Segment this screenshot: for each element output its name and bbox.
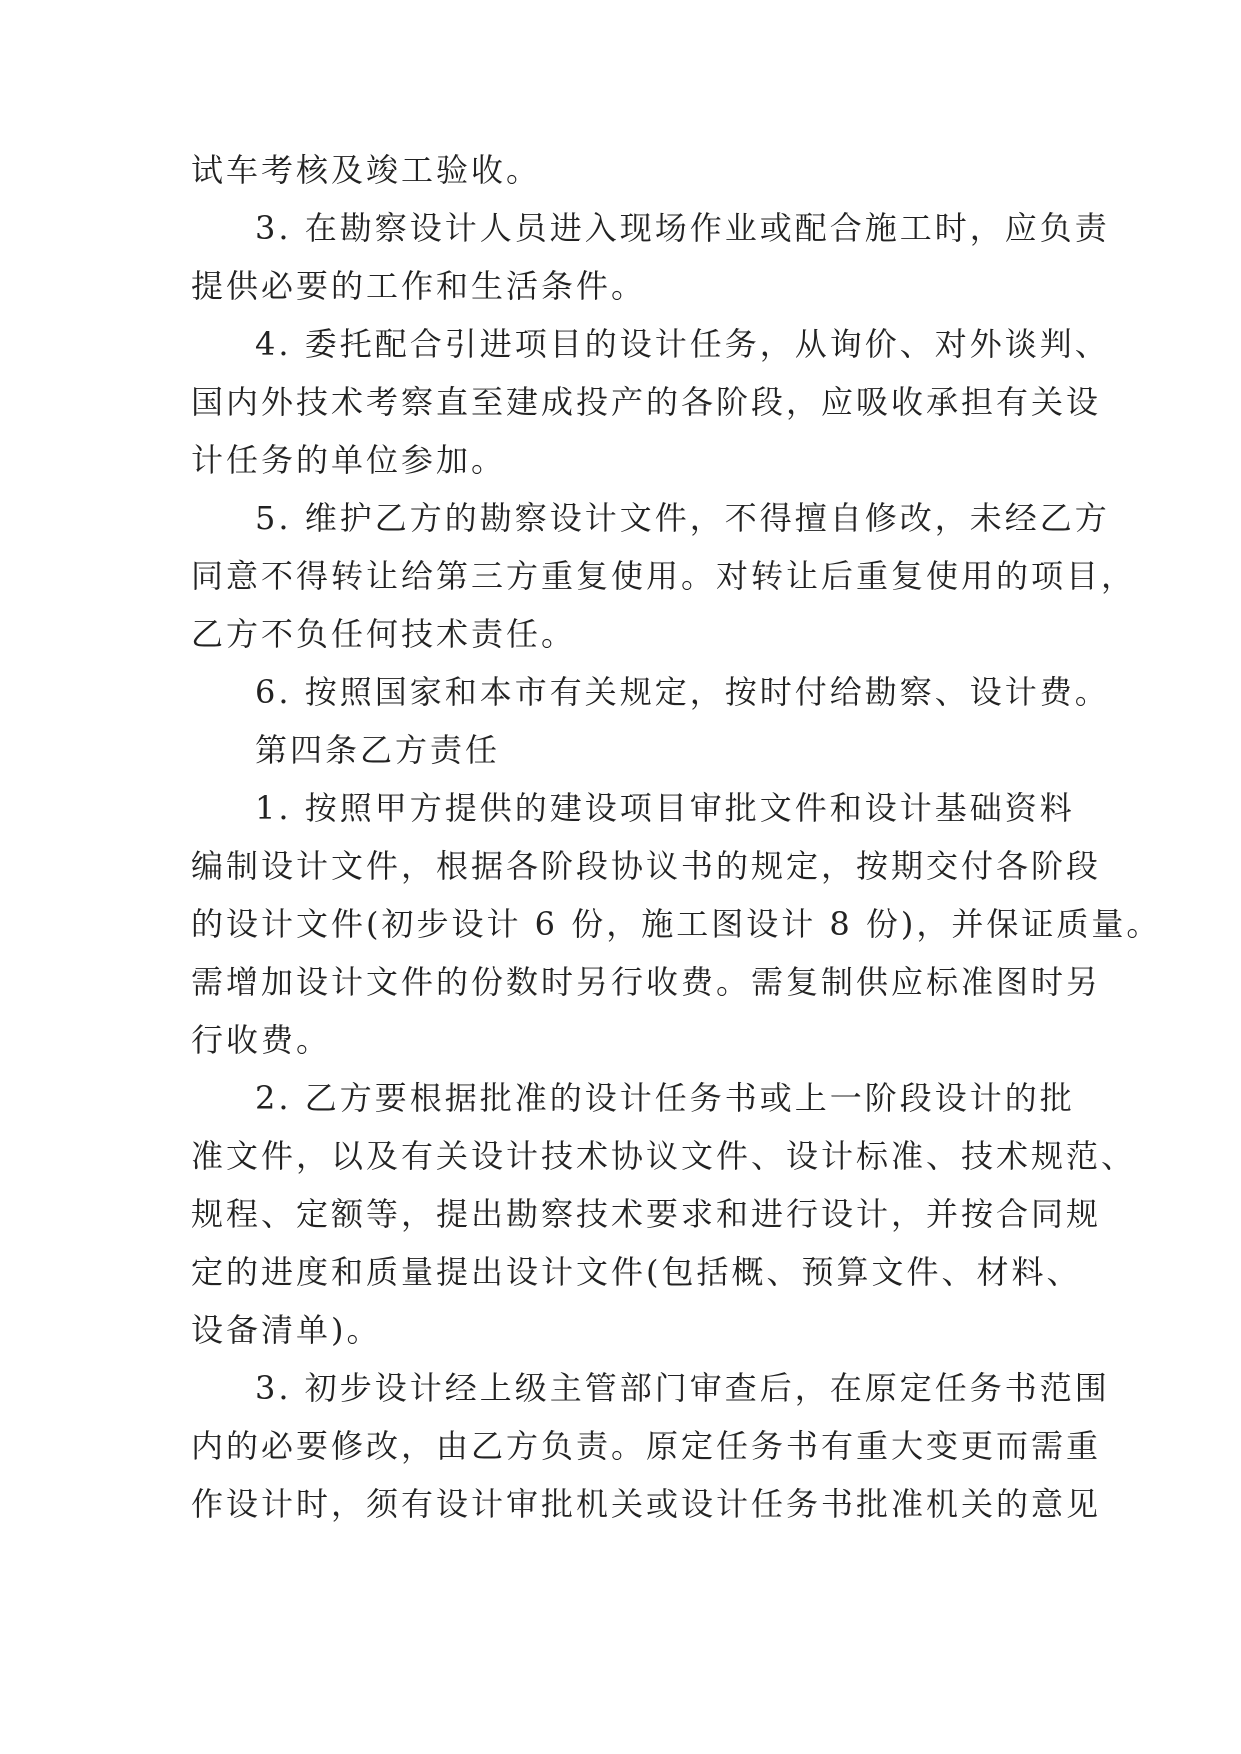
text-line: 国内外技术考察直至建成投产的各阶段，应吸收承担有关设 (191, 383, 1102, 421)
text-line: 设备清单)。 (191, 1311, 382, 1349)
text-line: 1. 按照甲方提供的建设项目审批文件和设计基础资料 (255, 789, 1075, 827)
text-line: 的设计文件(初步设计 6 份，施工图设计 8 份)，并保证质量。 (191, 905, 1162, 943)
text-line: 试车考核及竣工验收。 (191, 151, 542, 189)
text-line: 3. 在勘察设计人员进入现场作业或配合施工时，应负责 (255, 209, 1110, 247)
text-line: 内的必要修改，由乙方负责。原定任务书有重大变更而需重 (191, 1427, 1102, 1465)
text-line: 提供必要的工作和生活条件。 (191, 267, 647, 305)
text-line: 行收费。 (191, 1021, 332, 1059)
text-line: 准文件，以及有关设计技术协议文件、设计标准、技术规范、 (191, 1137, 1137, 1175)
text-line: 需增加设计文件的份数时另行收费。需复制供应标准图时另 (191, 963, 1102, 1001)
text-line: 计任务的单位参加。 (191, 441, 507, 479)
text-line: 规程、定额等，提出勘察技术要求和进行设计，并按合同规 (191, 1195, 1102, 1233)
text-line: 6. 按照国家和本市有关规定，按时付给勘察、设计费。 (255, 673, 1110, 711)
text-line: 3. 初步设计经上级主管部门审查后，在原定任务书范围 (255, 1369, 1110, 1407)
text-line: 定的进度和质量提出设计文件(包括概、预算文件、材料、 (191, 1253, 1082, 1291)
section-heading: 第四条乙方责任 (255, 731, 501, 769)
text-line: 乙方不负任何技术责任。 (191, 615, 577, 653)
text-line: 5. 维护乙方的勘察设计文件，不得擅自修改，未经乙方 (255, 499, 1110, 537)
text-line: 同意不得转让给第三方重复使用。对转让后重复使用的项目， (191, 557, 1137, 595)
text-line: 作设计时，须有设计审批机关或设计任务书批准机关的意见 (191, 1485, 1102, 1523)
text-line: 2. 乙方要根据批准的设计任务书或上一阶段设计的批 (255, 1079, 1075, 1117)
text-line: 4. 委托配合引进项目的设计任务，从询价、对外谈判、 (255, 325, 1110, 363)
text-line: 编制设计文件，根据各阶段协议书的规定，按期交付各阶段 (191, 847, 1102, 885)
